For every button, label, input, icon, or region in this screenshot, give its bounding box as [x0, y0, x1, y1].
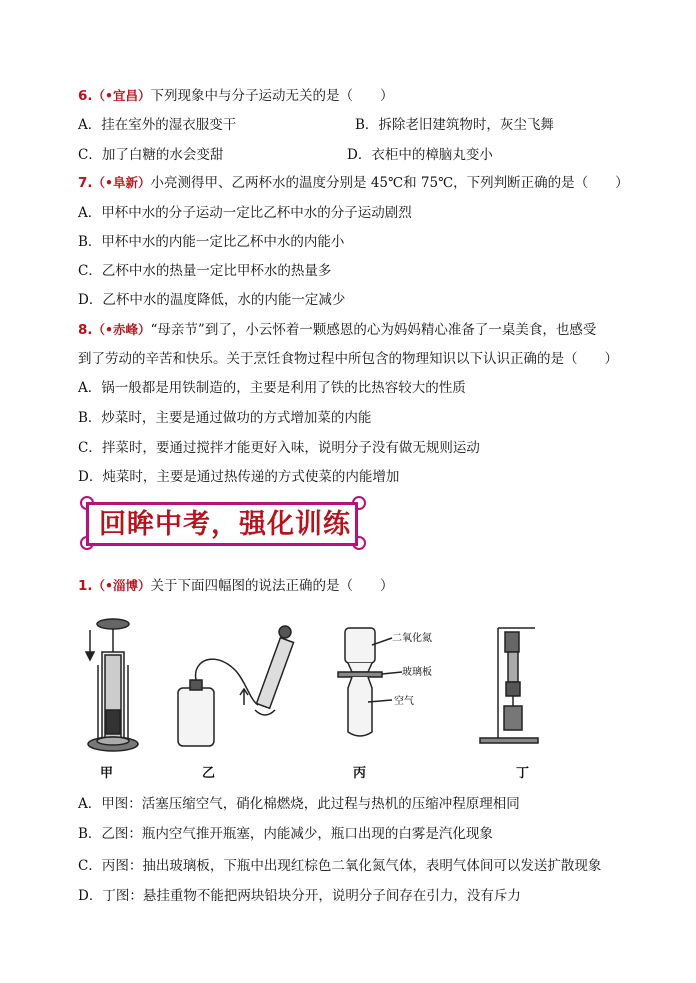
- option-a: A．甲图：活塞压缩空气，硝化棉燃烧，此过程与热机的压缩冲程原理相同: [78, 796, 520, 812]
- option-c: C．拌菜时，要通过搅拌才能更好入味，说明分子没有做无规则运动: [78, 440, 480, 456]
- question-source: （•淄博）: [92, 578, 151, 593]
- question-text: 关于下面四幅图的说法正确的是（ ）: [150, 578, 394, 594]
- figure-yi-bottle-pump: [178, 626, 294, 746]
- question-number: 7.: [78, 175, 93, 191]
- question-number: 6.: [78, 88, 93, 104]
- option-d: D．丁图：悬挂重物不能把两块铅块分开，说明分子间存在引力，没有斥力: [78, 888, 521, 904]
- question-text: 小亮测得甲、乙两杯水的温度分别是 45℃和 75℃，下列判断正确的是（ ）: [150, 175, 629, 191]
- figure-bing-diffusion-jars: [338, 628, 402, 736]
- option-b: B．炒菜时，主要是通过做功的方式增加菜的内能: [78, 410, 372, 426]
- option-a: A．挂在室外的湿衣服变干: [78, 117, 237, 133]
- option-a: A．甲杯中水的分子运动一定比乙杯中水的分子运动剧烈: [78, 205, 412, 221]
- option-d: D．乙杯中水的温度降低，水的内能一定减少: [78, 292, 346, 308]
- question-6-stem: [78, 86, 656, 106]
- label-air: 空气: [394, 696, 414, 707]
- question-8-stem: [78, 320, 656, 340]
- option-b: B．乙图：瓶内空气推开瓶塞，内能减少，瓶口出现的白雾是汽化现象: [78, 826, 493, 842]
- caption-jia: 甲: [100, 766, 114, 781]
- banner-title: 回眸中考，强化训练: [99, 509, 351, 540]
- caption-yi: 乙: [202, 766, 216, 781]
- option-d: D．衣柜中的樟脑丸变小: [347, 147, 493, 163]
- question-1-stem: [78, 576, 656, 596]
- question-source: （•宜昌）: [92, 88, 151, 103]
- banner-frame: [86, 502, 358, 546]
- question-source: （•赤峰）: [92, 322, 151, 337]
- question-7-stem: [78, 173, 656, 193]
- four-figures: [80, 610, 560, 785]
- option-b: B．甲杯中水的内能一定比乙杯中水的内能小: [78, 234, 345, 250]
- question-number: 1.: [78, 578, 93, 594]
- section-banner: [80, 496, 368, 550]
- question-number: 8.: [78, 322, 93, 338]
- label-glass-plate: 玻璃板: [402, 667, 432, 678]
- question-8-stem-continued: 到了劳动的辛苦和快乐。关于烹饪食物过程中所包含的物理知识以下认识正确的是（ ）: [78, 351, 618, 367]
- figure-ding-lead-blocks: [480, 628, 538, 743]
- option-c: C．加了白糖的水会变甜: [78, 147, 224, 163]
- question-text: “母亲节”到了，小云怀着一颗感恩的心为妈妈精心准备了一桌美食，也感受: [150, 322, 597, 338]
- option-c: C．乙杯中水的热量一定比甲杯水的热量多: [78, 263, 332, 279]
- label-nitrogen-dioxide: 二氧化氮: [392, 633, 432, 644]
- caption-bing: 丙: [353, 766, 367, 781]
- option-a: A．锅一般都是用铁制造的，主要是利用了铁的比热容较大的性质: [78, 380, 466, 396]
- question-source: （•阜新）: [92, 175, 151, 190]
- figure-jia-piston-cylinder: [86, 619, 138, 751]
- option-b: B．拆除老旧建筑物时，灰尘飞舞: [355, 117, 554, 133]
- question-text: 下列现象中与分子运动无关的是（ ）: [150, 88, 394, 104]
- figures-drawing: [80, 610, 560, 785]
- option-d: D．炖菜时，主要是通过热传递的方式使菜的内能增加: [78, 469, 400, 485]
- caption-ding: 丁: [516, 766, 530, 781]
- option-c: C．丙图：抽出玻璃板，下瓶中出现红棕色二氧化氮气体，表明气体间可以发送扩散现象: [78, 858, 602, 874]
